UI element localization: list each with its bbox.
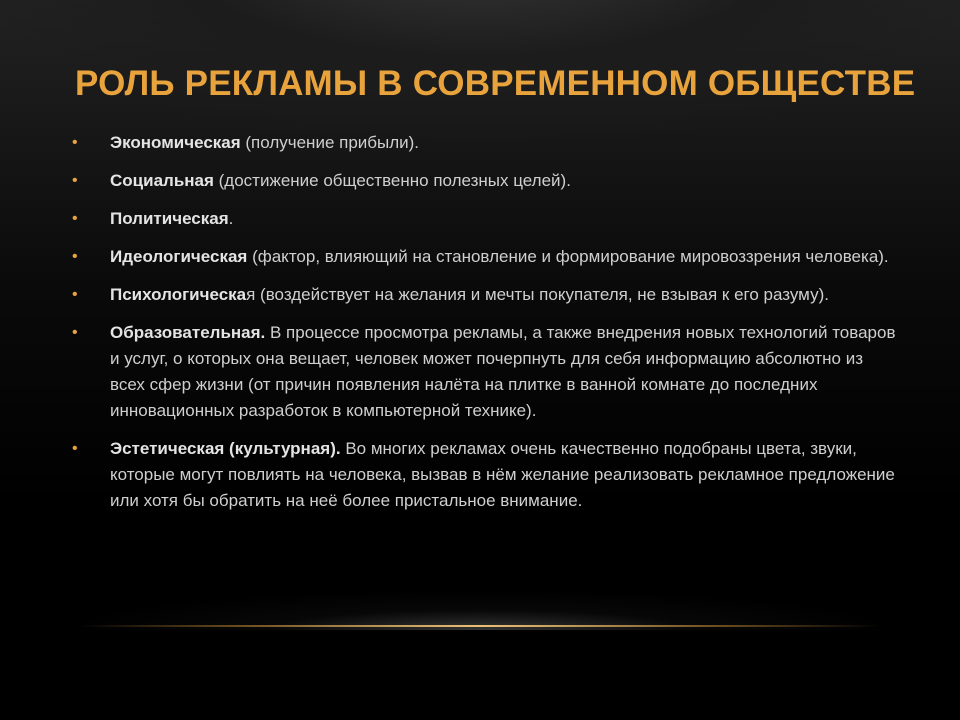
item-text: Во многих рекламах очень качественно подобраны цвета, звуки, которые могут повлиять на человека, вызвав в нём желание реализовать рекламное предложение или хотя бы обратить на неё более пристальное внимание. [110,439,895,510]
item-term: Идеологическая [110,247,248,266]
item-term: Экономическая [110,133,241,152]
item-term: Образовательная. [110,323,266,342]
bullet-icon: • [72,324,78,341]
bullet-icon: • [72,172,78,189]
list-item [70,282,900,308]
list-item [70,436,900,514]
list-item [70,206,900,232]
stage-divider-line [80,625,880,627]
item-text: (достижение общественно полезных целей). [213,171,571,190]
item-text: я (воздействует на желания и мечты покупателя, не взывая к его разуму). [246,285,829,304]
stage-glow [60,560,900,630]
bullet-icon: • [72,286,78,303]
item-text: В процессе просмотра рекламы, а также внедрения новых технологий товаров и услуг, о которых она вещает, человек может почерпнуть для себя информацию абсолютно из всех сфер жизни (от причин появления налёта на плитке в ванной комнате до последних инновационных разработок в компьютерной технике). [110,323,896,420]
bullet-icon: • [72,134,78,151]
item-term: Психологическа [110,285,247,304]
slide-title: РОЛЬ РЕКЛАМЫ В СОВРЕМЕННОМ ОБЩЕСТВЕ [75,64,916,103]
item-text: (получение прибыли). [240,133,420,152]
bullet-icon: • [72,210,78,227]
item-term: Политическая [110,209,229,228]
bullet-icon: • [72,440,78,457]
list-item [70,244,900,270]
item-term: Социальная [110,171,214,190]
list-item [70,168,900,194]
item-text: . [228,209,234,228]
list-item [70,130,900,156]
bullet-list [70,130,900,526]
bullet-icon: • [72,248,78,265]
list-item [70,320,900,424]
item-text: (фактор, влияющий на становление и формирование мировоззрения человека). [247,247,889,266]
item-term: Эстетическая (культурная). [110,439,341,458]
